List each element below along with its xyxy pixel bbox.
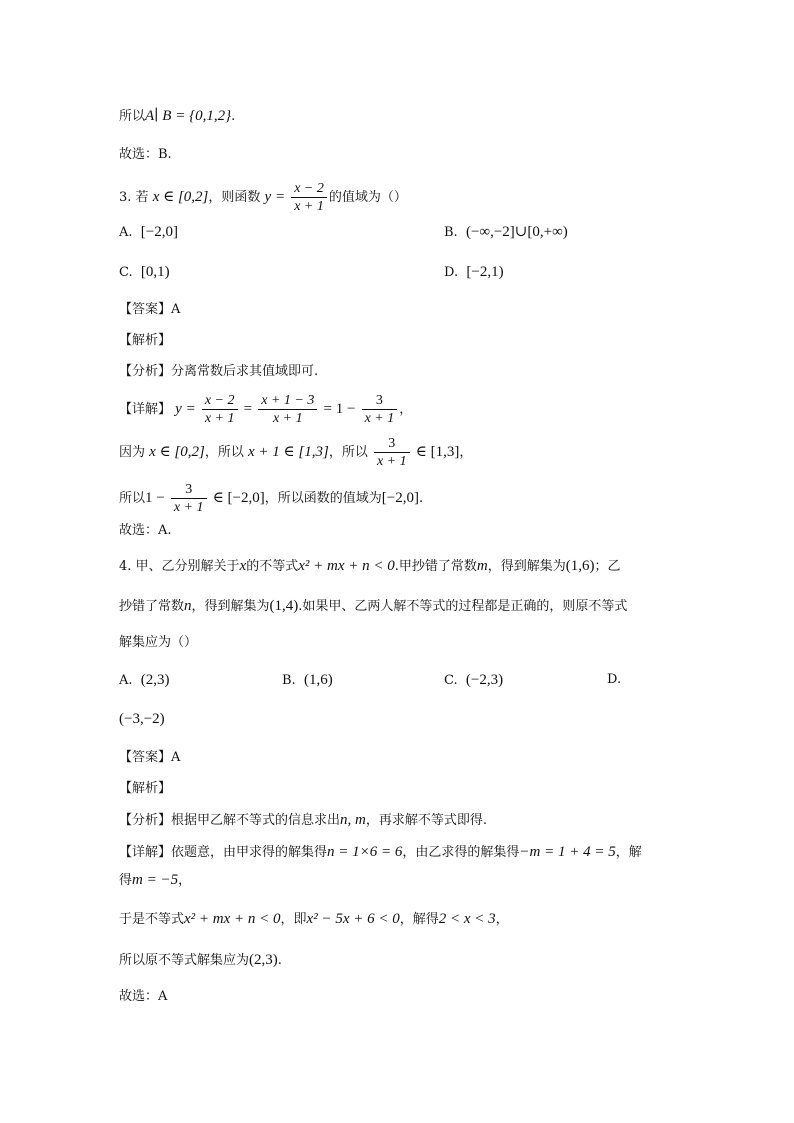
denominator: x + 1 (173, 500, 204, 515)
math: n = 1×6 = 6 (327, 844, 403, 860)
function-lhs: y = (264, 189, 286, 205)
text: 所以 (119, 109, 146, 124)
text: 于是不等式 (119, 912, 185, 927)
q4-stem-line3: 解集应为（） (119, 635, 198, 650)
q3-option-c (119, 262, 170, 283)
text: 的不等式 (246, 559, 299, 574)
math: x + 1 ∈ [1,3] (248, 444, 329, 460)
option-value: (−∞,−2]∪[0,+∞) (465, 224, 568, 240)
math: n, m (340, 812, 366, 828)
fraction (362, 392, 398, 427)
fraction (291, 180, 327, 215)
q4-stem-line2 (119, 596, 627, 617)
math: x (239, 558, 247, 574)
detail-label: 【详解】 (119, 402, 172, 417)
q4-answer: 【答案】A (119, 750, 181, 765)
math: (1,6) (565, 558, 595, 574)
math: m = −5 (132, 872, 179, 888)
text: 得 (119, 873, 133, 888)
numerator: x + 1 − 3 (258, 392, 317, 410)
option-value: (−2,3) (465, 672, 504, 688)
text: ， (495, 912, 509, 927)
option-value: [−2,0] (140, 224, 178, 240)
math: −m = 1 + 4 = 5 (519, 844, 616, 860)
fraction (258, 392, 317, 427)
math: ∈ [1,3] (415, 444, 460, 460)
option-label: D. (607, 672, 622, 687)
math: = 1 − (323, 401, 356, 417)
text: 所以原不等式解集应为 (119, 953, 250, 968)
q4-option-d-value (119, 709, 165, 730)
option-label: B. (444, 225, 458, 240)
numerator: x − 2 (291, 180, 327, 198)
text: . (277, 953, 282, 968)
text: ，则函数 (208, 190, 261, 205)
q3-stem (119, 180, 407, 215)
text: . (231, 109, 236, 124)
q4-option-d-label (607, 670, 621, 690)
q4-choose: 故选：A (119, 989, 168, 1004)
q3-fenxi: 【分析】分离常数后求其值域即可. (119, 364, 319, 379)
text: 4. 甲、乙分别解关于 (119, 559, 240, 574)
math: [−2,0] (381, 490, 419, 506)
text: ，即 (280, 912, 307, 927)
math: x ∈ [0,2] (149, 444, 205, 460)
choice-line: 故选：B. (119, 147, 172, 162)
numerator: 3 (362, 392, 398, 410)
denominator: x + 1 (272, 411, 303, 426)
math: x² + mx + n < 0 (184, 911, 281, 927)
text: ，得到解集为 (487, 559, 566, 574)
text: . (418, 491, 424, 506)
text: 的值域为（） (328, 190, 407, 205)
math: x² − 5x + 6 < 0 (306, 911, 400, 927)
math: (1,4) (269, 598, 299, 614)
math: m (476, 558, 488, 574)
text: 抄错了常数 (119, 599, 185, 614)
numerator: 3 (171, 481, 207, 499)
text: ，解得 (399, 912, 439, 927)
text: 所以 (119, 491, 146, 506)
denominator: x + 1 (294, 199, 324, 214)
q3-analysis-heading: 【解析】 (119, 333, 172, 348)
q3-choose: 故选：A. (119, 523, 172, 538)
q4-analysis-heading: 【解析】 (119, 781, 172, 796)
q3-detail (119, 392, 412, 427)
text: ，再求解不等式即得. (365, 813, 487, 828)
numerator: x − 2 (202, 392, 238, 410)
option-label: A. (119, 225, 133, 240)
q4-detail-line2 (119, 870, 191, 891)
condition: x ∈ [0,2] (152, 189, 209, 205)
q4-fenxi (119, 810, 487, 831)
text: ，所以 (204, 445, 244, 460)
text: .如果甲、乙两人解不等式的过程都是正确的，则原不等式 (298, 599, 628, 614)
option-label: C. (444, 673, 458, 688)
math: 1 − (145, 490, 165, 506)
q3-so (119, 481, 423, 516)
q4-final (119, 950, 282, 971)
option-value: (−3,−2) (119, 711, 165, 727)
q4-stem-line1 (119, 556, 621, 577)
option-value: [0,1) (140, 264, 170, 280)
text: 因为 (119, 445, 146, 460)
option-value: (2,3) (140, 672, 170, 688)
conclusion-line (119, 106, 235, 127)
option-value: [−2,1) (466, 264, 504, 280)
math: y = (175, 401, 196, 417)
text: .甲抄错了常数 (394, 559, 477, 574)
math: (2,3) (249, 952, 278, 968)
fraction (202, 392, 238, 427)
option-label: C. (119, 265, 133, 280)
q4-then (119, 909, 509, 930)
text: 【详解】依题意，由甲求得的解集得 (119, 845, 328, 860)
text: ；乙 (594, 559, 621, 574)
q4-option-a (119, 670, 170, 691)
text: ，解 (615, 845, 642, 860)
math: x² + mx + n < 0 (298, 558, 395, 574)
text: ，所以函数的值域为 (264, 491, 382, 506)
math: ∈ [−2,0] (212, 490, 265, 506)
q3-answer: 【答案】A (119, 302, 181, 317)
set-expression: A∣ B = {0,1,2} (145, 108, 232, 124)
text: ，所以 (328, 445, 368, 460)
option-label: A. (119, 673, 133, 688)
text: ，得到解集为 (191, 599, 270, 614)
numerator: 3 (374, 435, 410, 453)
math: = (243, 401, 253, 417)
fraction (171, 481, 207, 516)
fraction (374, 435, 410, 470)
text: ，由乙求得的解集得 (402, 845, 520, 860)
option-value: (1,6) (303, 672, 333, 688)
q4-option-b (282, 670, 333, 691)
q3-because (119, 435, 472, 470)
text: ， (399, 402, 413, 417)
denominator: x + 1 (364, 411, 395, 426)
q3-option-b (444, 222, 568, 243)
q3-option-a (119, 222, 178, 243)
denominator: x + 1 (204, 411, 235, 426)
math: 2 < x < 3 (438, 911, 496, 927)
text: 【分析】根据甲乙解不等式的信息求出 (119, 813, 341, 828)
q4-detail-line1 (119, 842, 642, 863)
denominator: x + 1 (376, 454, 407, 469)
q3-option-d (444, 262, 504, 283)
text: 3. 若 (119, 190, 149, 205)
option-label: B. (282, 673, 296, 688)
math: n (184, 598, 192, 614)
text: ， (459, 445, 473, 460)
text: ， (178, 873, 192, 888)
option-label: D. (444, 265, 459, 280)
q4-option-c (444, 670, 503, 691)
